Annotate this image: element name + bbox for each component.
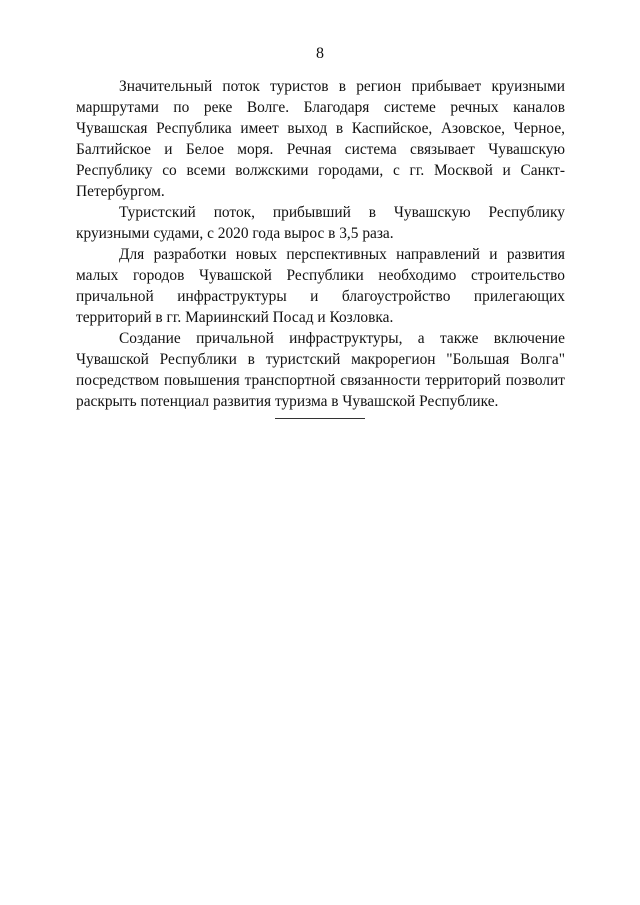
- closing-separator-line: [275, 418, 365, 419]
- paragraph-tourist-flow: Туристский поток, прибывший в Чувашскую Республику круизными судами, с 2020 года вырос в 3,5 раза.: [76, 204, 565, 242]
- document-body: [76, 76, 565, 412]
- paragraph-infrastructure: Создание причальной инфраструктуры, а также включение Чувашской Республики в туристский макрорегион "Большая Волга" посредством повышения транспортной связанности территорий позволит раскрыть потенциал развития туризма в Чувашской Республике.: [76, 330, 565, 410]
- paragraph-cruise-routes: Значительный поток туристов в регион прибывает круизными маршрутами по реке Волге. Благодаря системе речных каналов Чувашская Республика имеет выход в Каспийское, Азовское, Черное, Балтийское и Белое моря. Речная система связывает Чувашскую Республику со всеми волжскими городами, с гг. Москвой и Санкт-Петербургом.: [76, 78, 565, 200]
- page-number: 8: [316, 45, 324, 62]
- paragraph-small-towns: Для разработки новых перспективных направлений и развития малых городов Чувашской Республики необходимо строительство причальной инфраструктуры и благоустройство прилегающих территорий в гг. Мариинский Посад и Козловка.: [76, 246, 565, 326]
